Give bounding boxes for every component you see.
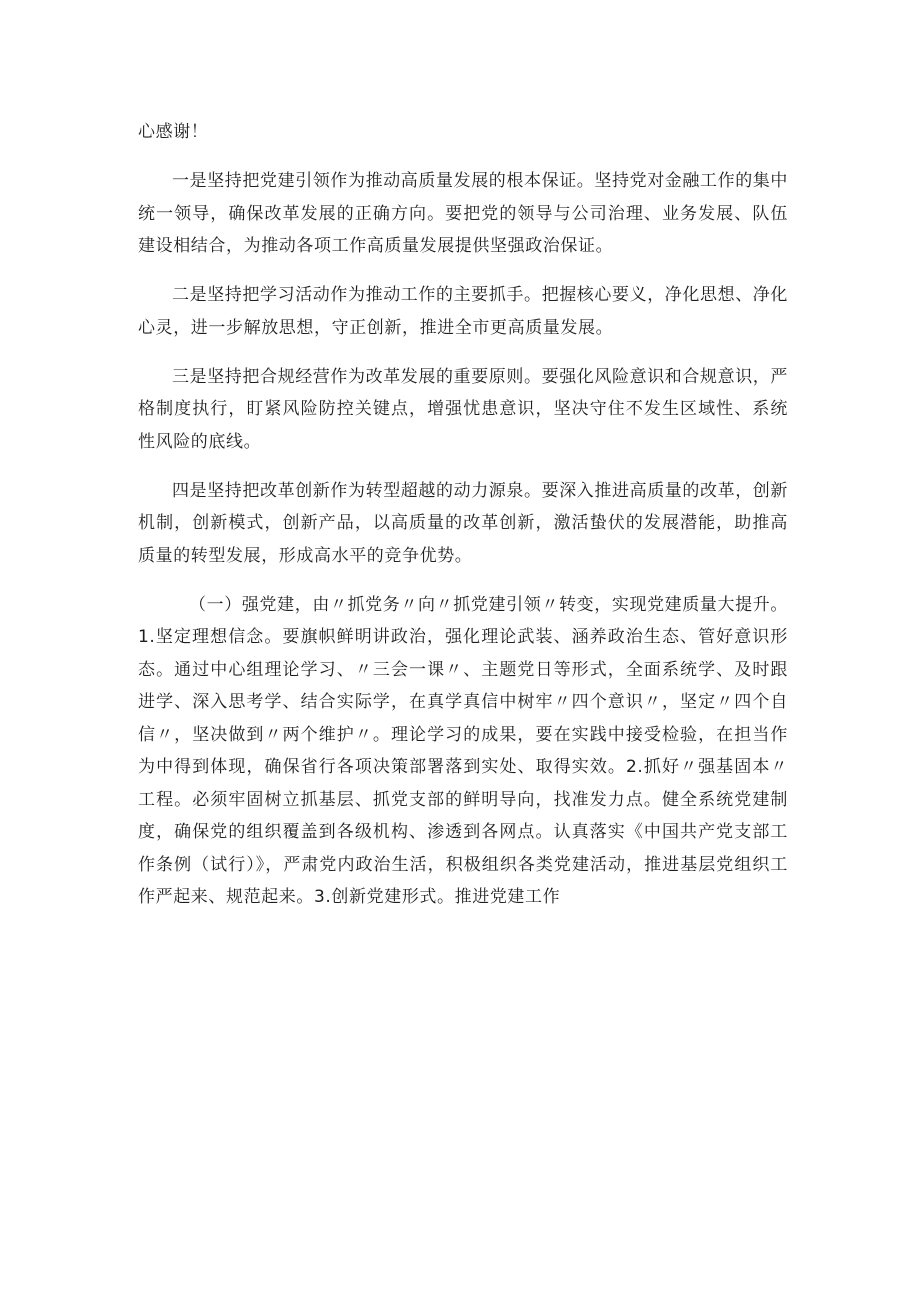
paragraph-point-two: 二是坚持把学习活动作为推动工作的主要抓手。把握核心要义，净化思想、净化心灵，进一步解放思想，守正创新，推进全市更高质量发展。 <box>138 285 788 338</box>
paragraph-point-one: 一是坚持把党建引领作为推动高质量发展的根本保证。坚持党对金融工作的集中统一领导，确保改革发展的正确方向。要把党的领导与公司治理、业务发展、队伍建设相结合，为推动各项工作高质量发展提供坚强政治保证。 <box>138 171 788 256</box>
paragraph-party-building: （一）强党建，由〃抓党务〃向〃抓党建引领〃转变，实现党建质量大提升。1.坚定理想信念。要旗帜鲜明讲政治，强化理论武装、涵养政治生态、管好意识形态。通过中心组理论学习、〃三会一课〃、主题党日等形式，全面系统学、及时跟进学、深入思考学、结合实际学，在真学真信中树牢〃四个意识〃，坚定〃四个自信〃，坚决做到〃两个维护〃。理论学习的成果，要在实践中接受检验，在担当作为中得到体现，确保省行各项决策部署落到实处、取得实效。2.抓好〃强基固本〃工程。必须牢固树立抓基层、抓党支部的鲜明导向，找准发力点。健全系统党建制度，确保党的组织覆盖到各级机构、渗透到各网点。认真落实《中国共产党支部工作条例（试行）》，严肃党内政治生活，积极组织各类党建活动，推进基层党组织工作严起来、规范起来。3.创新党建形式。推进党建工作 <box>138 594 788 907</box>
document-body <box>138 116 788 914</box>
paragraph-closing-thanks: 心感谢！ <box>138 122 209 142</box>
paragraph-point-four: 四是坚持把改革创新作为转型超越的动力源泉。要深入推进高质量的改革，创新机制，创新模式，创新产品，以高质量的改革创新，激活蛰伏的发展潜能，助推高质量的转型发展，形成高水平的竞争优势。 <box>138 480 788 566</box>
paragraph-point-three: 三是坚持把合规经营作为改革发展的重要原则。要强化风险意识和合规意识，严格制度执行，盯紧风险防控关键点，增强忧患意识，坚决守住不发生区域性、系统性风险的底线。 <box>138 366 788 452</box>
